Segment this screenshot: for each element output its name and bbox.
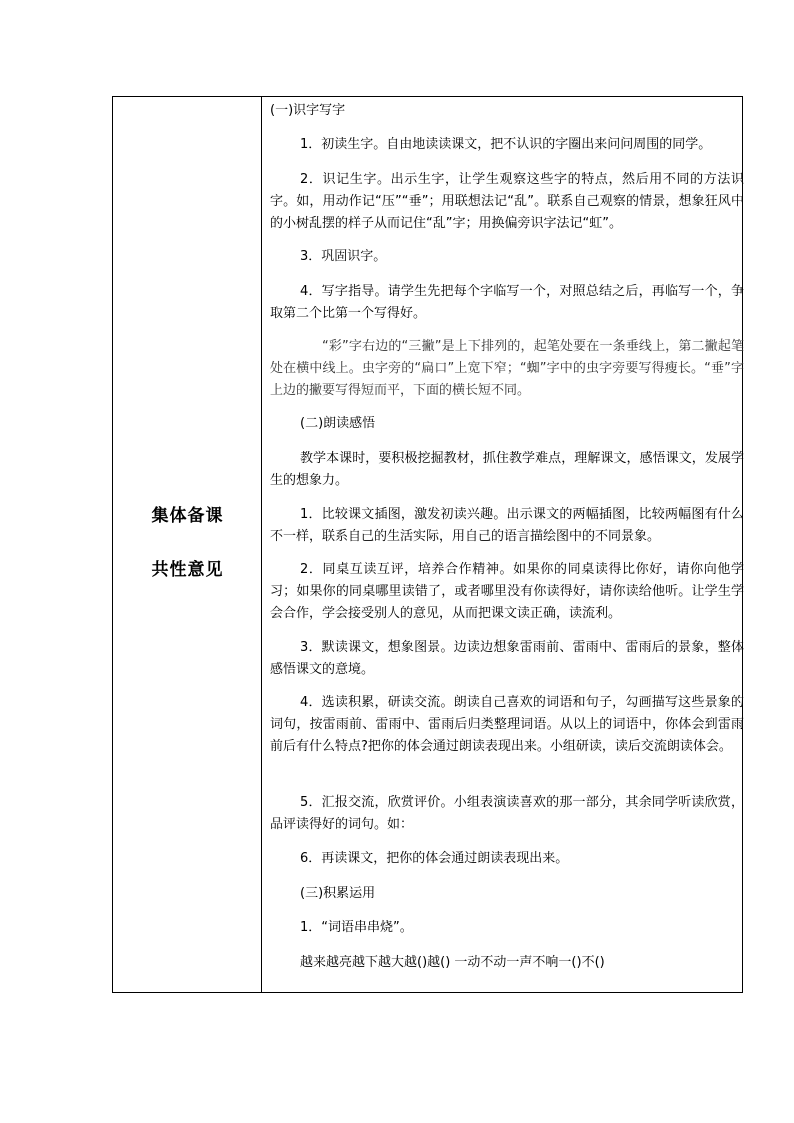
paragraph-writing-guidance: 4．写字指导。请学生先把每个字临写一个，对照总结之后，再临写一个，争取第二个比第一个写得好。	[270, 284, 744, 321]
paragraph-compare-illustrations: 1．比较课文插图，激发初读兴趣。出示课文的两幅插图，比较两幅图有什么不一样，联系自己的生活实际，用自己的语言描绘图中的不同景象。	[270, 507, 744, 544]
paragraph-stroke-details: “彩”字右边的“三撇”是上下排列的，起笔处要在一条垂线上，第二撇起笔处在横中线上。虫字旁的“扁口”上宽下窄；“蜘”字中的虫字旁要写得瘦长。“垂”字上边的撇要写得短而平，下面的横长短不同。	[270, 339, 744, 398]
paragraph-consolidate: 3．巩固识字。	[300, 249, 387, 264]
left-label-cell	[113, 97, 262, 992]
content-cell	[262, 97, 742, 992]
section-heading-accumulation: (三)积累运用	[300, 886, 376, 901]
lesson-plan-table	[112, 96, 743, 993]
paragraph-teaching-intro: 教学本课时，要积极挖掘教材，抓住教学难点，理解课文，感悟课文，发展学生的想象力。	[270, 451, 744, 488]
paragraph-memorize-characters: 2．识记生字。出示生字，让学生观察这些字的特点，然后用不同的方法识字。如，用动作记“压”“垂”；用联想法记“乱”。联系自己观察的情景，想象狂风中的小树乱摆的样子从而记住“乱”字；用换偏旁识字法记“虹”。	[270, 172, 744, 231]
section-heading-reading: (二)朗读感悟	[300, 416, 376, 431]
section-heading-literacy: (一)识字写字	[270, 103, 346, 118]
paragraph-reread: 6．再读课文，把你的体会通过朗读表现出来。	[300, 851, 569, 866]
paragraph-silent-reading: 3．默读课文，想象图景。边读边想象雷雨前、雷雨中、雷雨后的景象，整体感悟课文的意境。	[270, 640, 744, 677]
collective-lesson-prep-label: 集体备课	[151, 506, 224, 526]
common-opinion-label: 共性意见	[151, 560, 224, 580]
paragraph-selective-reading: 4．选读积累，研读交流。朗读自己喜欢的词语和句子，勾画描写这些景象的词句，按雷雨前、雷雨中、雷雨后归类整理词语。从以上的词语中，你体会到雷雨前后有什么特点?把你的体会通过朗读表现出来。小组研读，读后交流朗读体会。	[270, 695, 744, 754]
paragraph-report-exchange: 5．汇报交流，欣赏评价。小组表演读喜欢的那一部分，其余同学听读欣赏，品评读得好的词句。如：	[270, 795, 744, 832]
paragraph-word-examples: 越来越亮越下越大越()越() 一动不动一声不响一()不()	[300, 955, 605, 970]
paragraph-peer-reading: 2．同桌互读互评，培养合作精神。如果你的同桌读得比你好，请你向他学习；如果你的同桌哪里读错了，或者哪里没有你读得好，请你读给他听。让学生学会合作，学会接受别人的意见，从而把课文读正确，读流利。	[270, 562, 744, 621]
paragraph-first-reading: 1．初读生字。自由地读读课文，把不认识的字圈出来问问周围的同学。	[300, 137, 712, 152]
paragraph-word-chain: 1．“词语串串烧”。	[300, 920, 413, 935]
